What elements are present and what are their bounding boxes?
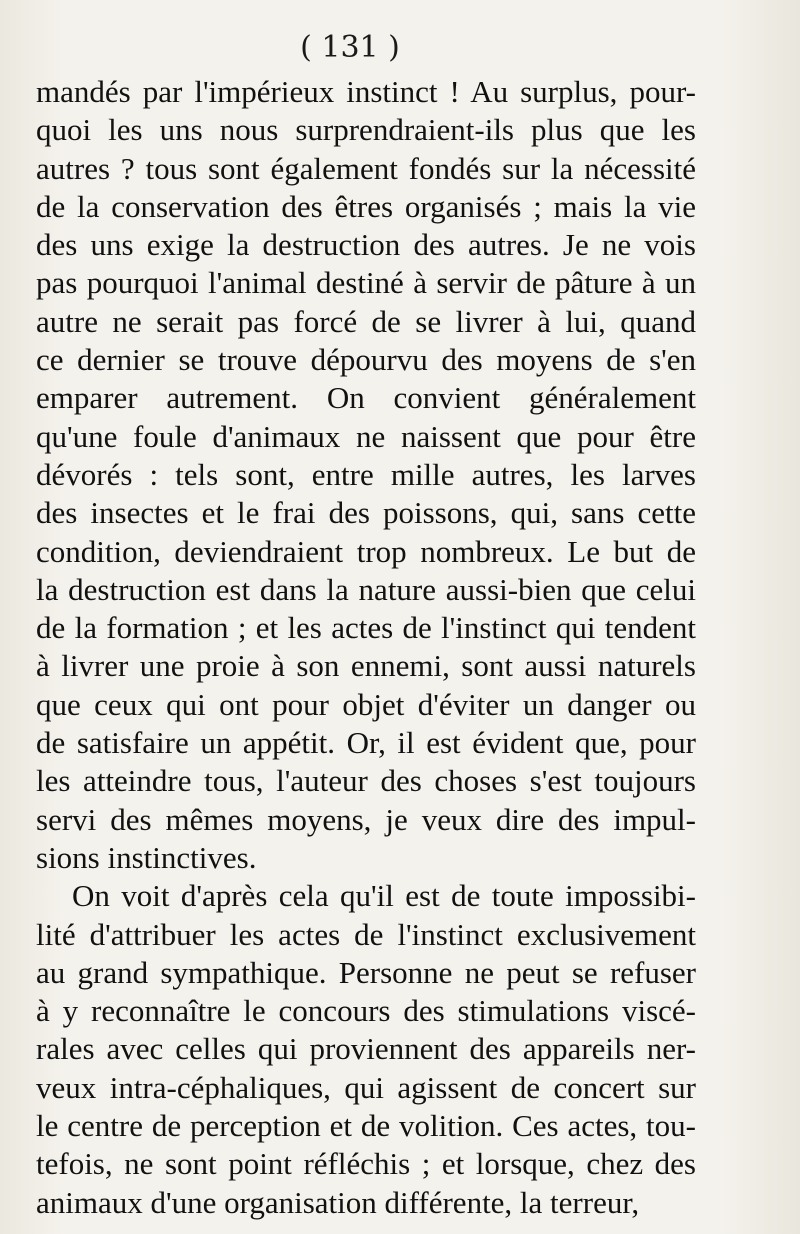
text-line: On voit d'après cela qu'il est de toute impossibi- bbox=[72, 878, 696, 914]
page-number: ( 131 ) bbox=[300, 30, 400, 65]
text-line: tefois, ne sont point réfléchis ; et lorsque, chez des bbox=[36, 1146, 696, 1182]
text-line: à y reconnaître le concours des stimulations viscé- bbox=[36, 993, 696, 1029]
text-line: dévorés : tels sont, entre mille autres, les larves bbox=[36, 456, 696, 492]
text-line: à livrer une proie à son ennemi, sont aussi naturels bbox=[36, 648, 696, 684]
text-line: quoi les uns nous surprendraient-ils plus que les bbox=[36, 112, 696, 148]
text-line: de la conservation des êtres organisés ; mais la vie bbox=[36, 188, 696, 224]
text-line: pas pourquoi l'animal destiné à servir de pâture à un bbox=[36, 265, 696, 301]
text-line: emparer autrement. On convient généralement bbox=[36, 380, 696, 416]
text-line: autres ? tous sont également fondés sur la nécessité bbox=[36, 150, 696, 186]
text-line: la destruction est dans la nature aussi-bien que celui bbox=[36, 571, 696, 607]
text-line: des uns exige la destruction des autres. Je ne vois bbox=[36, 227, 696, 263]
text-line: les atteindre tous, l'auteur des choses s'est toujours bbox=[36, 763, 696, 799]
text-line: servi des mêmes moyens, je veux dire des impul- bbox=[36, 801, 696, 837]
text-line: autre ne serait pas forcé de se livrer à lui, quand bbox=[36, 303, 696, 339]
text-line: que ceux qui ont pour objet d'éviter un danger ou bbox=[36, 686, 696, 722]
paragraph-1 bbox=[36, 73, 696, 877]
text-line: mandés par l'impérieux instinct ! Au surplus, pour- bbox=[36, 74, 696, 109]
text-line: de la formation ; et les actes de l'instinct qui tendent bbox=[36, 610, 696, 646]
text-line: lité d'attribuer les actes de l'instinct exclusivement bbox=[36, 916, 696, 952]
text-line: ce dernier se trouve dépourvu des moyens de s'en bbox=[36, 342, 696, 378]
text-line: au grand sympathique. Personne ne peut se refuser bbox=[36, 954, 696, 990]
text-line: rales avec celles qui proviennent des appareils ner- bbox=[36, 1031, 696, 1067]
text-line: de satisfaire un appétit. Or, il est évident que, pour bbox=[36, 725, 696, 761]
text-line: qu'une foule d'animaux ne naissent que pour être bbox=[36, 418, 696, 454]
text-line: condition, deviendraient trop nombreux. Le but de bbox=[36, 533, 696, 569]
text-line: animaux d'une organisation différente, la terreur, bbox=[36, 1184, 640, 1220]
text-line: sions instinctives. bbox=[36, 839, 257, 875]
paragraph-2 bbox=[36, 877, 696, 1222]
page-body bbox=[36, 73, 696, 1222]
text-line: veux intra-céphaliques, qui agissent de concert sur bbox=[36, 1069, 696, 1105]
text-line: des insectes et le frai des poissons, qui, sans cette bbox=[36, 495, 696, 531]
text-line: le centre de perception et de volition. Ces actes, tou- bbox=[36, 1108, 696, 1144]
